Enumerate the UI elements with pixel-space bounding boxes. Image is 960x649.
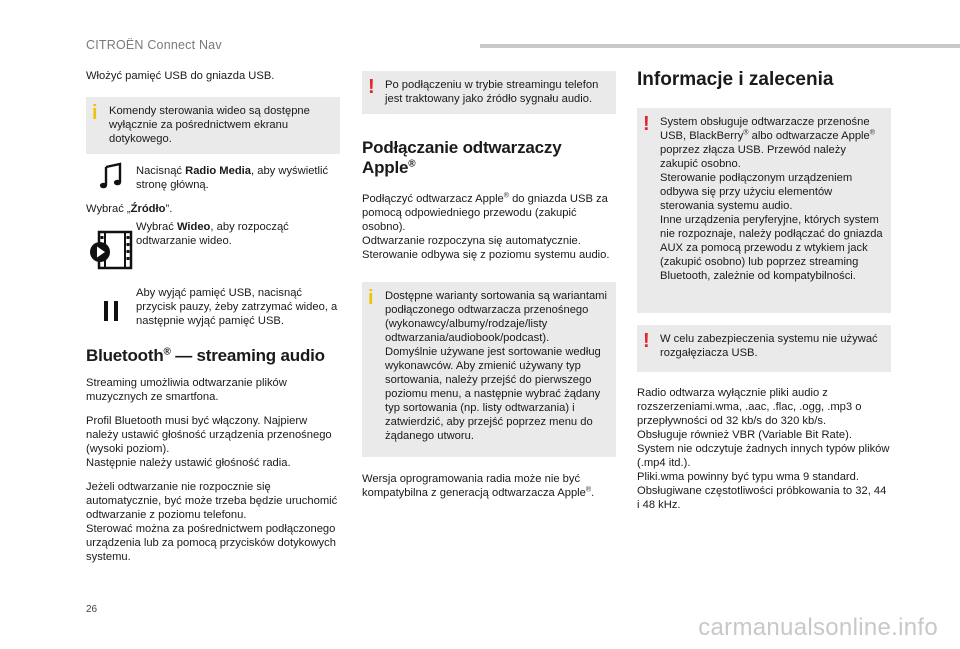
step-eject-text: Aby wyjąć pamięć USB, nacisnąć przycisk pauzy, żeby zatrzymać wideo, a następnie wyjąć pamięć USB. bbox=[136, 287, 338, 327]
file-support-text: Radio odtwarza wyłącznie pliki audio z rozszerzeniami.wma, .aac, .flac, .ogg, .mp3 o przepływności od 32 kb/s do 320 kb/s. Obsługuje również VBR (Variable Bit Rate). System nie odczytuje żadnych innych typów plików (.mp4 itd.). Pliki.wma powinny być typu wma 9 standard. Obsługiwane częstotliwości próbkowania to 32, 44 i 48 kHz. bbox=[637, 387, 890, 511]
warning-note-streaming bbox=[362, 71, 616, 114]
warning-note-text: Po podłączeniu w trybie streamingu telefon jest traktowany jako źródło sygnału audio. bbox=[385, 79, 599, 105]
info-note-video bbox=[86, 97, 340, 154]
select-source-text: Wybrać „Źródło”. bbox=[86, 203, 173, 215]
info-note-text: Komendy sterowania wideo są dostępne wyłącznie za pośrednictwem ekranu dotykowego. bbox=[109, 105, 310, 145]
intro-text: Włożyć pamięć USB do gniazda USB. bbox=[86, 70, 275, 82]
warning-note-hub bbox=[637, 325, 891, 372]
column-2 bbox=[362, 71, 616, 500]
step-radio-media-text: Nacisnąć Radio Media, aby wyświetlić stronę główną. bbox=[136, 165, 329, 191]
bluetooth-paragraph-3: Jeżeli odtwarzanie nie rozpocznie się automatycznie, być może trzeba będzie uruchomić odtwarzanie z poziomu telefonu. Sterować można za pośrednictwem podłączonego urządzenia lub za pomocą przycisków dotykowych systemu. bbox=[86, 481, 338, 563]
bluetooth-paragraph-1: Streaming umożliwia odtwarzanie plików muzycznych ze smartfona. bbox=[86, 377, 287, 403]
step-eject bbox=[86, 286, 340, 328]
step-radio-media bbox=[86, 162, 340, 192]
header-title: CITROËN Connect Nav bbox=[86, 38, 222, 52]
devices-text-1: System obsługuje odtwarzacze przenośne USB, BlackBerry® albo odtwarzacze Apple® poprzez złącza USB. Przewód należy zakupić osobno. bbox=[660, 116, 875, 170]
column-3 bbox=[637, 69, 891, 512]
watermark: carmanualsonline.info bbox=[698, 614, 938, 641]
devices-text-3: Inne urządzenia peryferyjne, których system nie rozpoznaje, należy podłączać do gniazda AUX za pomocą przewodu z wtykiem jack (zakupić osobno) lub poprzez streaming Bluetooth, zależnie od kompatybilności. bbox=[660, 214, 883, 282]
apple-compat-text: Wersja oprogramowania radia może nie być kompatybilna z generacją odtwarzacza Apple®. bbox=[362, 473, 595, 499]
page-number: 26 bbox=[86, 604, 98, 615]
step-video-text: Wybrać Wideo, aby rozpocząć odtwarzanie wideo. bbox=[136, 221, 289, 247]
bluetooth-heading: Bluetooth® — streaming audio bbox=[86, 346, 325, 365]
apple-paragraph: Podłączyć odtwarzacz Apple® do gniazda USB za pomocą odpowiedniego przewodu (zakupić osobno). Odtwarzanie rozpoczyna się automatycznie. Sterowanie odbywa się z poziomu systemu audio. bbox=[362, 192, 610, 261]
sorting-text-1: Dostępne warianty sortowania są wariantami podłączonego odtwarzacza przenośnego (wykonawcy/albumy/rodzaje/listy odtwarzania/audiobook/podcast). bbox=[385, 290, 607, 344]
column-1 bbox=[86, 64, 340, 564]
warning-icon: ! bbox=[368, 76, 375, 98]
devices-text-2: Sterowanie podłączonym urządzeniem odbywa się przy użyciu elementów sterowania systemu audio. bbox=[660, 172, 853, 212]
info-note-sorting bbox=[362, 282, 616, 457]
hub-text: W celu zabezpieczenia systemu nie używać rozgałęziacza USB. bbox=[660, 333, 878, 359]
header-bar bbox=[480, 44, 960, 48]
pause-icon bbox=[86, 286, 136, 322]
sorting-text-2: Domyślnie używane jest sortowanie według wykonawców. Aby zmienić używany typ sortowania, należy przejść do pierwszego poziomu menu, a następnie wybrać żądany typ sortowania (np. listy odtwarzania) i zatwierdzić, aby przejść poprzez menu do żądanego utworu. bbox=[385, 346, 601, 442]
info-heading: Informacje i zalecenia bbox=[637, 69, 834, 90]
warning-icon: ! bbox=[643, 330, 650, 352]
step-video bbox=[86, 220, 340, 270]
info-icon: i bbox=[368, 287, 374, 309]
apple-heading: Podłączanie odtwarzaczy Apple® bbox=[362, 138, 562, 177]
warning-icon: ! bbox=[643, 113, 650, 135]
video-play-icon bbox=[86, 220, 136, 270]
warning-note-devices bbox=[637, 108, 891, 313]
bluetooth-paragraph-2: Profil Bluetooth musi być włączony. Najpierw należy ustawić głośność urządzenia przenośnego (wysoki poziom). Następnie należy ustawić głośność radia. bbox=[86, 415, 332, 469]
music-note-icon bbox=[86, 162, 136, 190]
info-icon: i bbox=[92, 102, 98, 124]
